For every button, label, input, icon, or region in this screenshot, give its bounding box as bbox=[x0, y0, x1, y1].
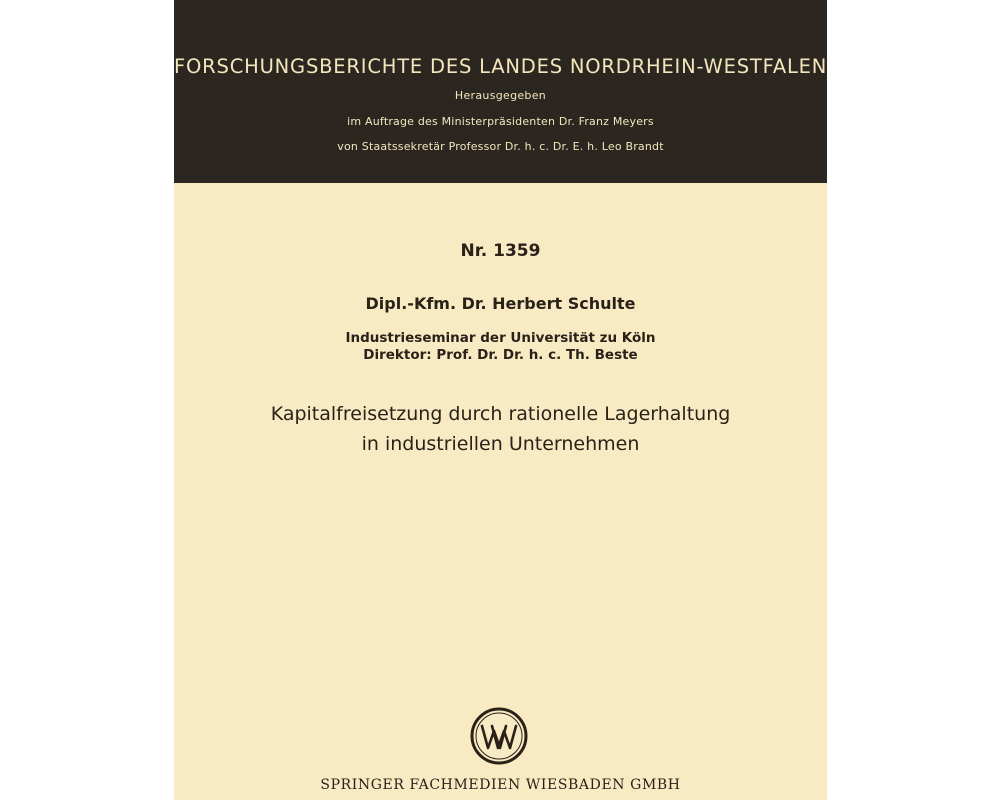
header-band bbox=[174, 0, 827, 183]
book-title-line-1: Kapitalfreisetzung durch rationelle Lagerhaltung bbox=[270, 403, 731, 425]
editor-line-2: im Auftrage des Ministerpräsidenten Dr. Franz Meyers bbox=[347, 115, 654, 128]
book-title-line-2: in industriellen Unternehmen bbox=[361, 433, 640, 455]
series-title: FORSCHUNGSBERICHTE DES LANDES NORDRHEIN-WESTFALEN bbox=[174, 55, 827, 78]
book-cover bbox=[174, 0, 827, 800]
institution-line-1: Industrieseminar der Universität zu Köln bbox=[345, 330, 656, 346]
publisher-name: SPRINGER FACHMEDIEN WIESBADEN GMBH bbox=[320, 777, 681, 793]
institution-line-2: Direktor: Prof. Dr. Dr. h. c. Th. Beste bbox=[363, 347, 638, 363]
springer-vs-logo-icon bbox=[470, 707, 528, 765]
report-number: Nr. 1359 bbox=[460, 241, 541, 261]
author-name: Dipl.-Kfm. Dr. Herbert Schulte bbox=[365, 294, 636, 313]
editor-line-1: Herausgegeben bbox=[454, 89, 547, 102]
editor-line-3: von Staatssekretär Professor Dr. h. c. Dr. E. h. Leo Brandt bbox=[337, 140, 664, 153]
